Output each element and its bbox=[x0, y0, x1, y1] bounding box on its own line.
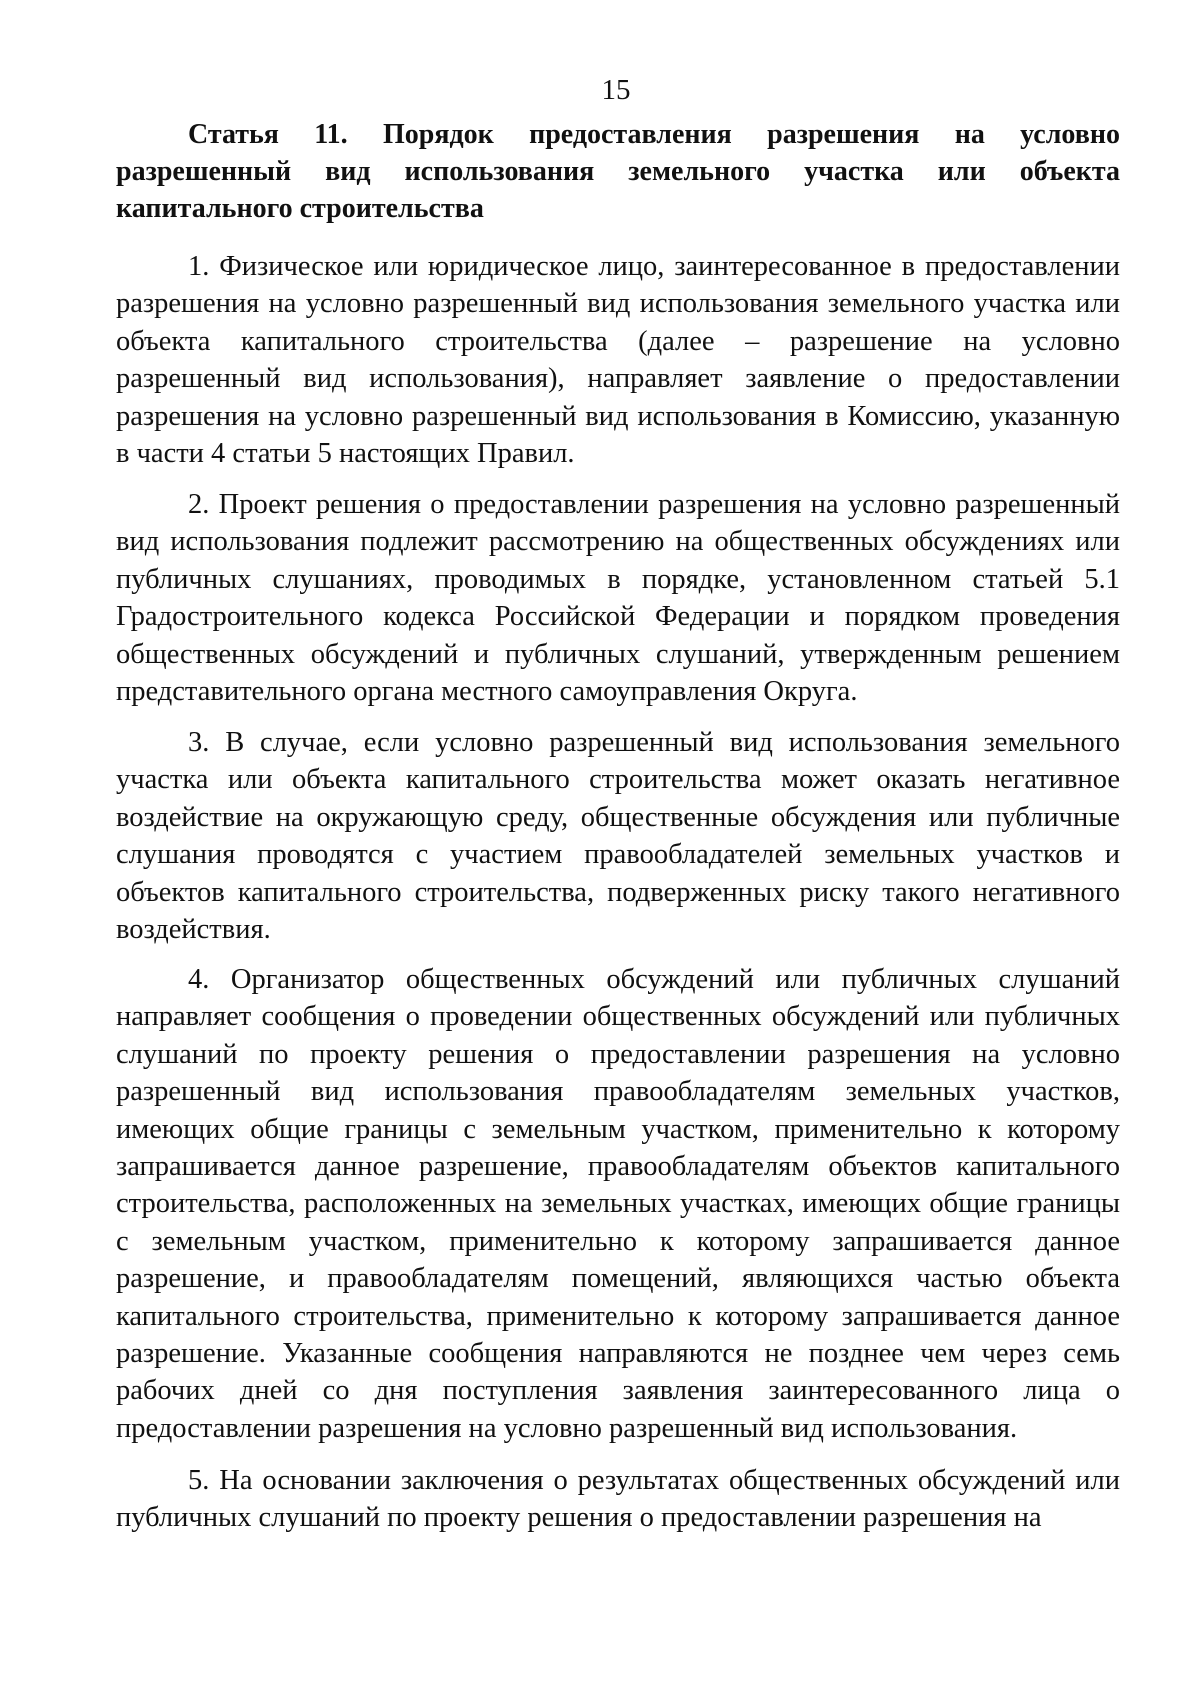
paragraph-2: 2. Проект решения о предоставлении разрешения на условно разрешенный вид использования подлежит рассмотрению на общественных обсуждениях или публичных слушаниях, проводимых в порядке, установленном статьей 5.1 Градостроительного кодекса Российской Федерации и порядком проведения общественных обсуждений и публичных слушаний, утвержденным решением представительного органа местного самоуправления Округа. bbox=[116, 489, 1120, 708]
paragraph-1: 1. Физическое или юридическое лицо, заинтересованное в предоставлении разрешения на условно разрешенный вид использования земельного участка или объекта капитального строительства (далее – разрешение на условно разрешенный вид использования), направляет заявление о предоставлении разрешения на условно разрешенный вид использования в Комиссию, указанную в части 4 статьи 5 настоящих Правил. bbox=[116, 251, 1120, 470]
paragraph-3: 3. В случае, если условно разрешенный вид использования земельного участка или объекта капитального строительства может оказать негативное воздействие на окружающую среду, общественные обсуждения или публичные слушания проводятся с участием правообладателей земельных участков и объектов капитального строительства, подверженных риску такого негативного воздействия. bbox=[116, 727, 1120, 946]
article-heading: Статья 11. Порядок предоставления разрешения на условно разрешенный вид использования земельного участка или объекта капитального строительства bbox=[116, 119, 1120, 224]
page-number: 15 bbox=[601, 74, 631, 106]
paragraph-5: 5. На основании заключения о результатах общественных обсуждений или публичных слушаний по проекту решения о предоставлении разрешения на bbox=[116, 1465, 1120, 1534]
paragraph-4: 4. Организатор общественных обсуждений или публичных слушаний направляет сообщения о проведении общественных обсуждений или публичных слушаний по проекту решения о предоставлении разрешения на условно разрешенный вид использования правообладателям земельных участков, имеющих общие границы с земельным участком, применительно к которому запрашивается данное разрешение, правообладателям объектов капитального строительства, расположенных на земельных участках, имеющих общие границы с земельным участком, применительно к которому запрашивается данное разрешение, и правообладателям помещений, являющихся частью объекта капитального строительства, применительно к которому запрашивается данное разрешение. Указанные сообщения направляются не позднее чем через семь рабочих дней со дня поступления заявления заинтересованного лица о предоставлении разрешения на условно разрешенный вид использования. bbox=[116, 964, 1120, 1444]
